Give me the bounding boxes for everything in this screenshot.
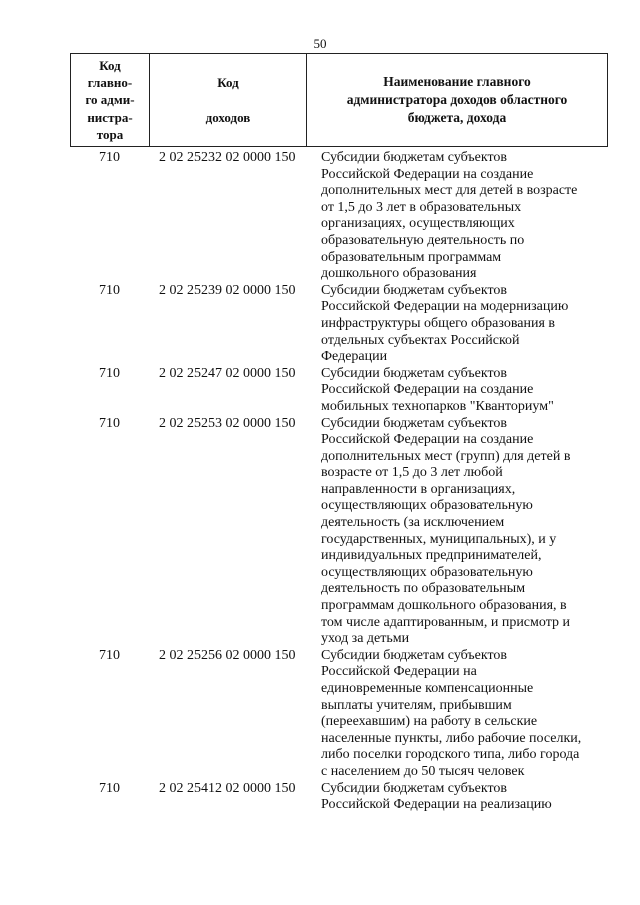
table-row: [70, 648, 608, 781]
admin-code: 710: [99, 282, 120, 298]
table-row: [70, 366, 608, 416]
income-code: 2 02 25253 02 0000 150: [159, 415, 296, 431]
income-name: Субсидии бюджетам субъектов Российской Федерации на реализацию: [321, 780, 552, 813]
table-row: [70, 416, 608, 648]
table-row: [70, 283, 608, 366]
income-name: Субсидии бюджетам субъектов Российской Федерации на единовременные компенсационные выплаты учителям, прибывшим (переехавшим) на работу в сельские населенные пункты, либо рабочие поселки, либо поселки городского типа, либо города с населением до 50 тысяч человек: [321, 647, 582, 779]
income-name: Субсидии бюджетам субъектов Российской Федерации на создание дополнительных мест (групп) для детей в возрасте от 1,5 до 3 лет любой направленности в организациях, осуществляющих образовательную деятельность (за исключением государственных, муниципальных), и у индивидуальных предпринимателей, осуществляющих образовательную деятельность по образовательным программам дошкольного образования, в том числе адаптированным, и присмотр и уход за детьми: [321, 415, 571, 647]
income-code: 2 02 25232 02 0000 150: [159, 150, 296, 165]
income-code: 2 02 25412 02 0000 150: [159, 780, 296, 796]
admin-code: 710: [99, 780, 120, 796]
income-code: 2 02 25256 02 0000 150: [159, 647, 296, 663]
income-code: 2 02 25247 02 0000 150: [159, 365, 296, 381]
income-name: Субсидии бюджетам субъектов Российской Федерации на модернизацию инфраструктуры общего образования в отдельных субъектах Российской Федерации: [321, 282, 569, 365]
header-name: Наименование главного администратора доходов областного бюджета, дохода: [346, 74, 568, 125]
table-header: [70, 53, 608, 147]
income-code: 2 02 25239 02 0000 150: [159, 282, 296, 298]
header-admin-code: Код главно- го адми- нистра- тора: [71, 54, 150, 146]
table-body: [70, 150, 608, 814]
admin-code: 710: [99, 365, 120, 381]
table-row: [70, 150, 608, 283]
header-income-code: Код доходов: [150, 54, 307, 146]
income-name: Субсидии бюджетам субъектов Российской Федерации на создание дополнительных мест для детей в возрасте от 1,5 до 3 лет в образовательных организациях, осуществляющих образовательную деятельность по образовательным программам дошкольного образования: [321, 150, 578, 282]
admin-code: 710: [99, 647, 120, 663]
admin-code: 710: [99, 415, 120, 431]
table-row: [70, 781, 608, 814]
income-name: Субсидии бюджетам субъектов Российской Федерации на создание мобильных технопарков "Кванториум": [321, 365, 554, 414]
page-number: 50: [313, 36, 327, 51]
admin-code: 710: [99, 150, 120, 165]
